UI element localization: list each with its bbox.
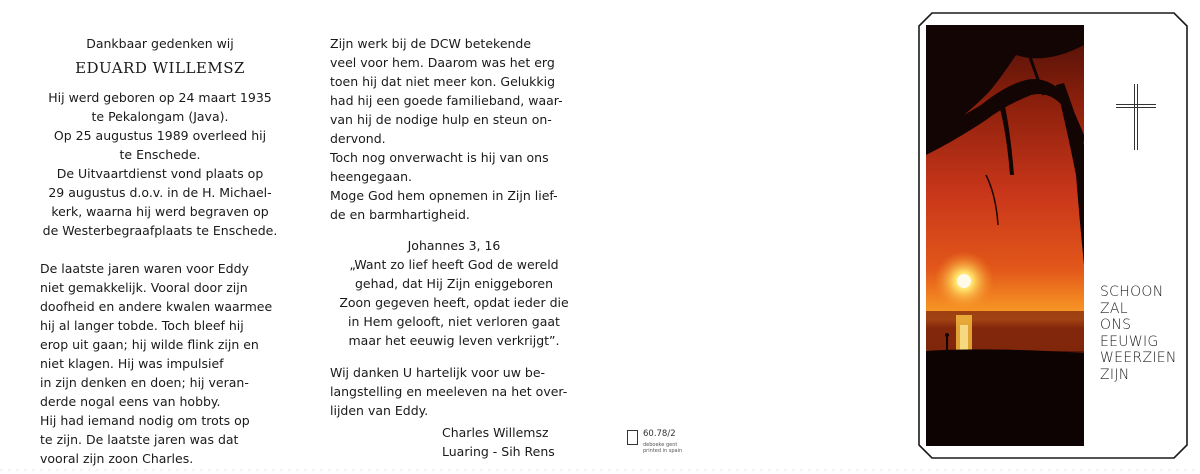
life-story bbox=[40, 259, 280, 468]
text-line: Hij werd geboren op 24 maart 1935 bbox=[48, 90, 272, 105]
text-line: Hij had iemand nodig om trots op bbox=[40, 413, 250, 428]
verse-reference: Johannes 3, 16 bbox=[407, 238, 501, 253]
text-line: derde nogal eens van hobby. bbox=[40, 394, 221, 409]
text-line: 29 augustus d.o.v. in de H. Michael- bbox=[48, 185, 272, 200]
print-code: 60.78/2 bbox=[643, 429, 676, 439]
motto-text bbox=[1100, 284, 1177, 383]
scan-edge bbox=[0, 462, 1200, 474]
text-line: niet klagen. Hij was impulsief bbox=[40, 356, 224, 371]
text-line: De Uitvaartdienst vond plaats op bbox=[56, 166, 264, 181]
text-line: Op 25 augustus 1989 overleed hij bbox=[53, 128, 267, 143]
text-line: De laatste jaren waren voor Eddy bbox=[40, 261, 249, 276]
text-line: van hij de nodige hulp en steun on- bbox=[330, 112, 552, 127]
text-line: lijden van Eddy. bbox=[330, 403, 429, 418]
printer-line-1: deboeke gent bbox=[643, 442, 678, 448]
text-line: doofheid en andere kwalen waarmee bbox=[40, 299, 273, 314]
signature-line: Charles Willemsz bbox=[442, 425, 549, 440]
text-line: Wij danken U hartelijk voor uw be- bbox=[330, 365, 546, 380]
printer-line-2: printed in spain bbox=[643, 448, 683, 454]
motto-line: EEUWIG bbox=[1100, 333, 1159, 350]
text-line: hij al langer tobde. Toch bleef hij bbox=[40, 318, 244, 333]
text-line: te zijn. De laatste jaren was dat bbox=[40, 432, 239, 447]
middle-text-column bbox=[330, 34, 578, 461]
verse-line: in Hem gelooft, niet verloren gaat bbox=[348, 314, 560, 329]
text-line: had hij een goede familieband, waar- bbox=[330, 93, 563, 108]
text-line: te Pekalongam (Java). bbox=[91, 109, 229, 124]
deceased-name: EDUARD WILLEMSZ bbox=[75, 59, 245, 77]
sunset-photo bbox=[926, 25, 1084, 446]
work-paragraph bbox=[330, 34, 578, 224]
motto-line: SCHOON bbox=[1100, 284, 1164, 300]
verse-line: maar het eeuwig leven verkrijgt”. bbox=[348, 333, 560, 348]
text-line: de en barmhartigheid. bbox=[330, 207, 470, 222]
text-line: langstelling en meeleven na het over- bbox=[330, 384, 568, 399]
text-line: veel voor hem. Daarom was het erg bbox=[330, 55, 555, 70]
motto-line: ZAL bbox=[1100, 300, 1128, 317]
text-line: Zijn werk bij de DCW betekende bbox=[330, 36, 532, 51]
text-line: te Enschede. bbox=[119, 147, 201, 162]
text-line: toen hij dat niet meer kon. Gelukkig bbox=[330, 74, 556, 89]
text-line: niet gemakkelijk. Vooral door zijn bbox=[40, 280, 248, 295]
text-line: Moge God hem opnemen in Zijn lief- bbox=[330, 188, 558, 203]
bible-verse bbox=[330, 255, 578, 350]
signatures bbox=[330, 423, 578, 461]
text-line: dervond. bbox=[330, 131, 386, 146]
text-line: kerk, waarna hij werd begraven op bbox=[51, 204, 269, 219]
thanks-paragraph bbox=[330, 363, 578, 420]
printer-logo-icon bbox=[627, 430, 638, 445]
motto-line: ONS bbox=[1100, 317, 1132, 333]
left-text-column bbox=[40, 34, 280, 468]
left-heading: Dankbaar gedenken wij bbox=[86, 36, 234, 51]
text-line: erop uit gaan; hij wilde flink zijn en bbox=[40, 337, 259, 352]
verse-line: Zoon gegeven heeft, opdat ieder die bbox=[339, 295, 569, 310]
motto-line: ZIJN bbox=[1100, 366, 1130, 383]
verse-line: gehad, dat Hij Zijn eniggeboren bbox=[355, 276, 553, 291]
text-line: de Westerbegraafplaats te Enschede. bbox=[42, 223, 278, 238]
cross-icon bbox=[1116, 84, 1156, 150]
text-line: Toch nog onverwacht is hij van ons bbox=[330, 150, 549, 165]
birth-details bbox=[40, 88, 280, 240]
motto-line: WEERZIEN bbox=[1100, 350, 1177, 366]
verse-line: „Want zo lief heeft God de wereld bbox=[349, 257, 559, 272]
text-line: in zijn denken en doen; hij veran- bbox=[40, 375, 249, 390]
text-line: vooral zijn zoon Charles. bbox=[40, 451, 194, 466]
text-line: heengegaan. bbox=[330, 169, 413, 184]
signature-line: Luaring - Sih Rens bbox=[442, 444, 555, 459]
